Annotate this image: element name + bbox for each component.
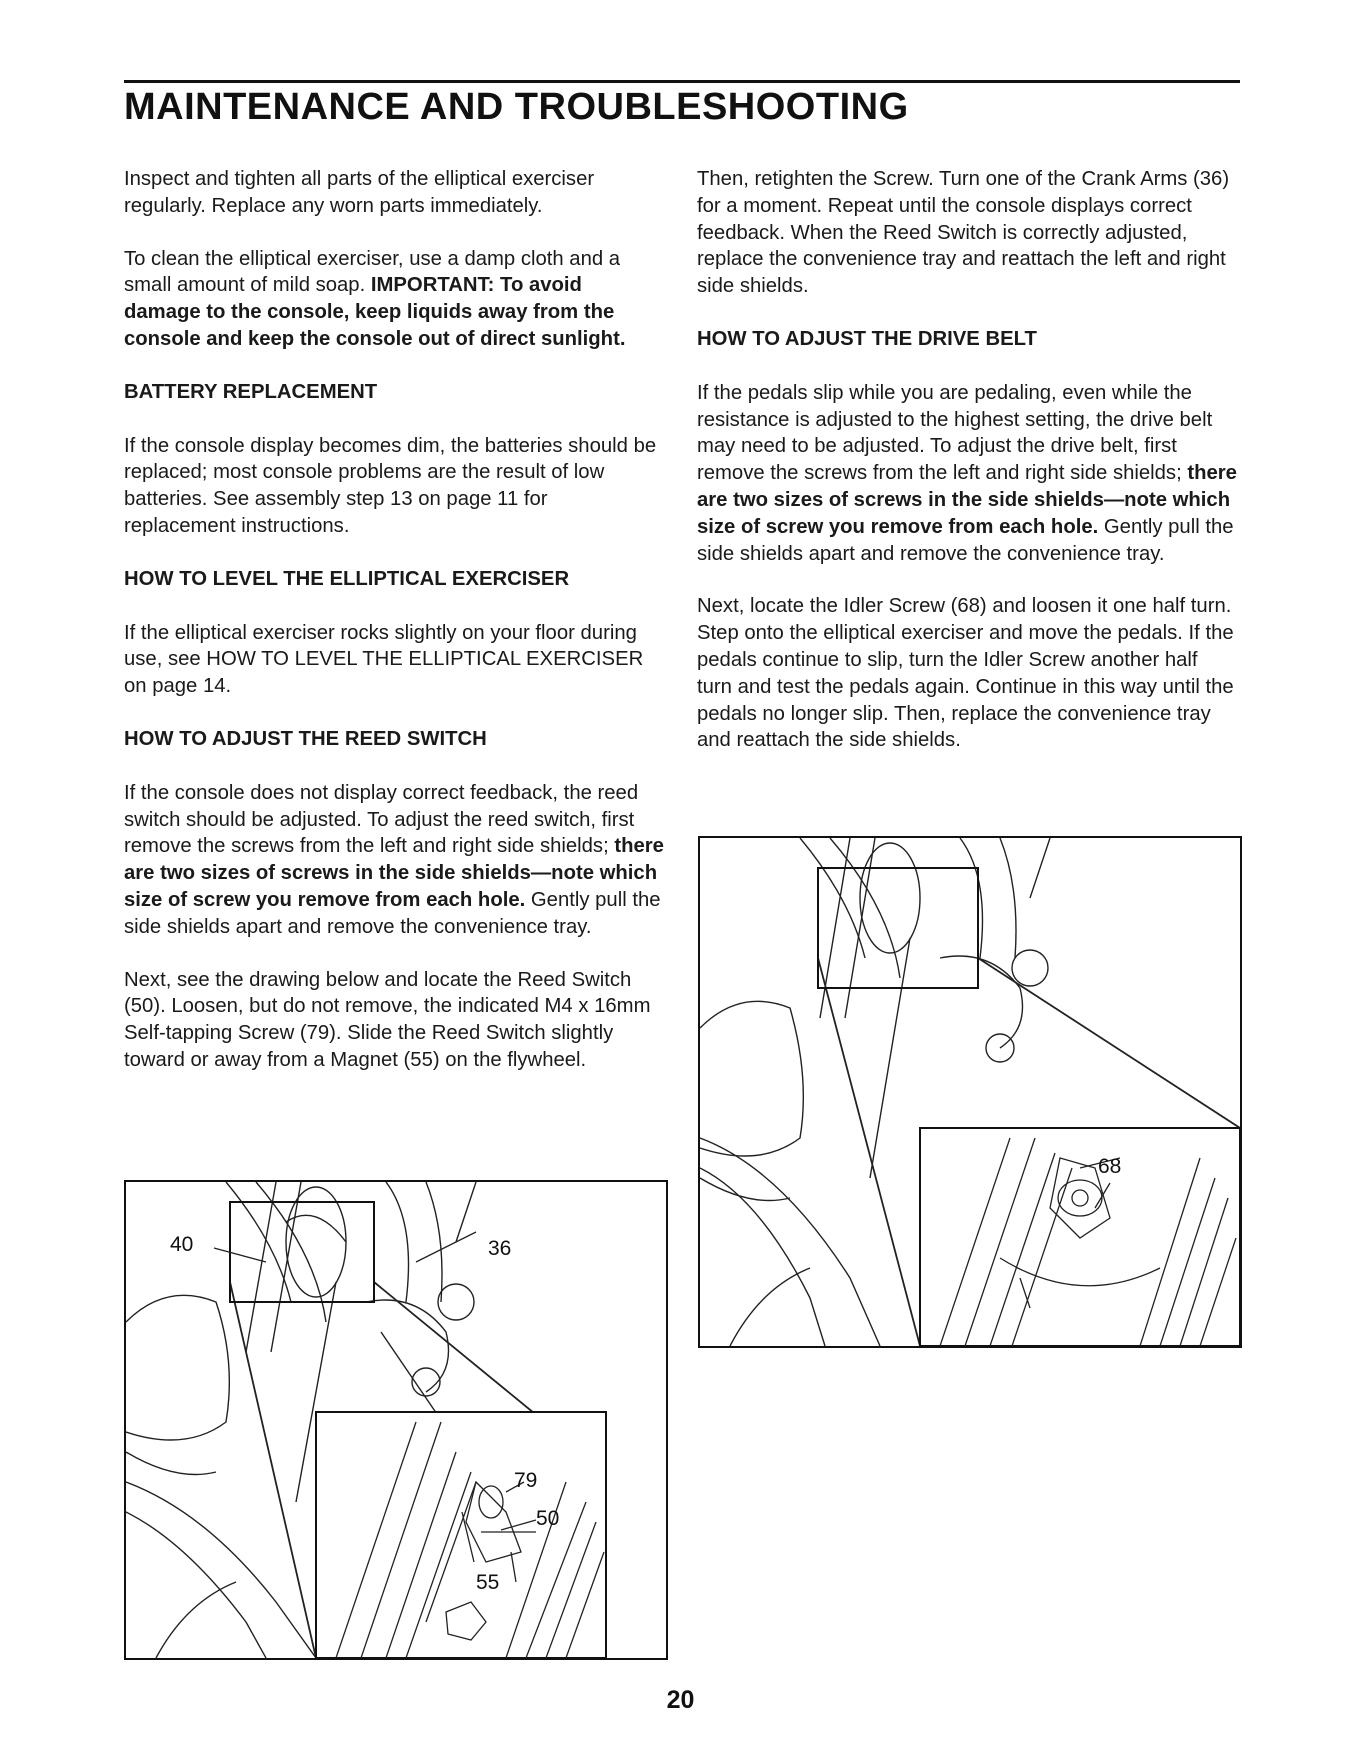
belt-paragraph-1 [697, 380, 1237, 568]
battery-paragraph: If the console display becomes dim, the batteries should be replaced; most console problems are the result of low batteries. See assembly step 13 on page 11 for replacement instructions. [124, 434, 657, 537]
important-warning: IMPORTANT: To avoid damage to the console, keep liquids away from the console and keep the console out of direct sunlight. [124, 274, 626, 350]
belt-screw-warning: there are two sizes of screws in the side shields—note which size of screw you remove from each hole. [697, 462, 1237, 538]
callout-50: 50 [536, 1507, 560, 1530]
reed-heading: HOW TO ADJUST THE REED SWITCH [124, 727, 487, 750]
reed-paragraph-1 [124, 780, 664, 941]
callout-36: 36 [488, 1237, 512, 1260]
reed-paragraph-3: Then, retighten the Screw. Turn one of the Crank Arms (36) for a moment. Repeat until the console displays correct feedback. When the Reed Switch is correctly adjusted, replace the convenience tray and reattach the left and right side shields. [697, 168, 1230, 298]
page-number: 20 [666, 1686, 695, 1714]
level-heading: HOW TO LEVEL THE ELLIPTICAL EXERCISER [124, 567, 570, 590]
callout-40: 40 [170, 1233, 194, 1256]
reed-paragraph-2: Next, see the drawing below and locate the Reed Switch (50). Loosen, but do not remove, the indicated M4 x 16mm Self-tapping Screw (79). Slide the Reed Switch slightly toward or away from a Magnet (55) on the flywheel. [124, 968, 651, 1071]
level-paragraph: If the elliptical exerciser rocks slightly on your floor during use, see HOW TO LEVEL THE ELLIPTICAL EXERCISER on page 14. [124, 621, 644, 698]
belt-paragraph-2: Next, locate the Idler Screw (68) and loosen it one half turn. Step onto the elliptical exerciser and move the pedals. If the pedals continue to slip, turn the Idler Screw another half turn and test the pedals again. Continue in this way until the pedals no longer slip. Then, replace the convenience tray and reattach the side shields. [697, 595, 1234, 752]
battery-heading: BATTERY REPLACEMENT [124, 380, 378, 403]
belt-text-a: If the pedals slip while you are pedaling, even while the resistance is adjusted to the highest setting, the drive belt may need to be adjusted. To adjust the drive belt, first remove the screws from the left and right side shields; [697, 381, 1213, 485]
reed-screw-warning: there are two sizes of screws in the side shields—note which size of screw you remove from each hole. [124, 835, 664, 911]
belt-heading: HOW TO ADJUST THE DRIVE BELT [697, 327, 1037, 350]
drive-belt-drawing [700, 838, 1240, 1346]
reed-text-a: If the console does not display correct feedback, the reed switch should be adjusted. To adjust the reed switch, first remove the screws from the left and right side shields; [124, 781, 639, 858]
page-title: MAINTENANCE AND TROUBLESHOOTING [124, 86, 909, 128]
reed-switch-drawing [126, 1182, 666, 1658]
cleaning-paragraph [124, 246, 664, 353]
reed-text-c: Gently pull the side shields apart and remove the convenience tray. [124, 888, 661, 938]
callout-68: 68 [1098, 1155, 1122, 1178]
reed-switch-figure [124, 1180, 668, 1660]
right-column [697, 166, 1237, 780]
callout-79: 79 [514, 1469, 538, 1492]
inspect-paragraph: Inspect and tighten all parts of the elliptical exerciser regularly. Replace any worn parts immediately. [124, 168, 595, 217]
drive-belt-figure [698, 836, 1242, 1348]
callout-55: 55 [476, 1571, 500, 1594]
cleaning-text: To clean the elliptical exerciser, use a damp cloth and a small amount of mild soap. [124, 247, 621, 297]
belt-text-c: Gently pull the side shields apart and remove the convenience tray. [697, 515, 1234, 565]
title-rule [124, 80, 1240, 83]
left-column [124, 166, 664, 1100]
